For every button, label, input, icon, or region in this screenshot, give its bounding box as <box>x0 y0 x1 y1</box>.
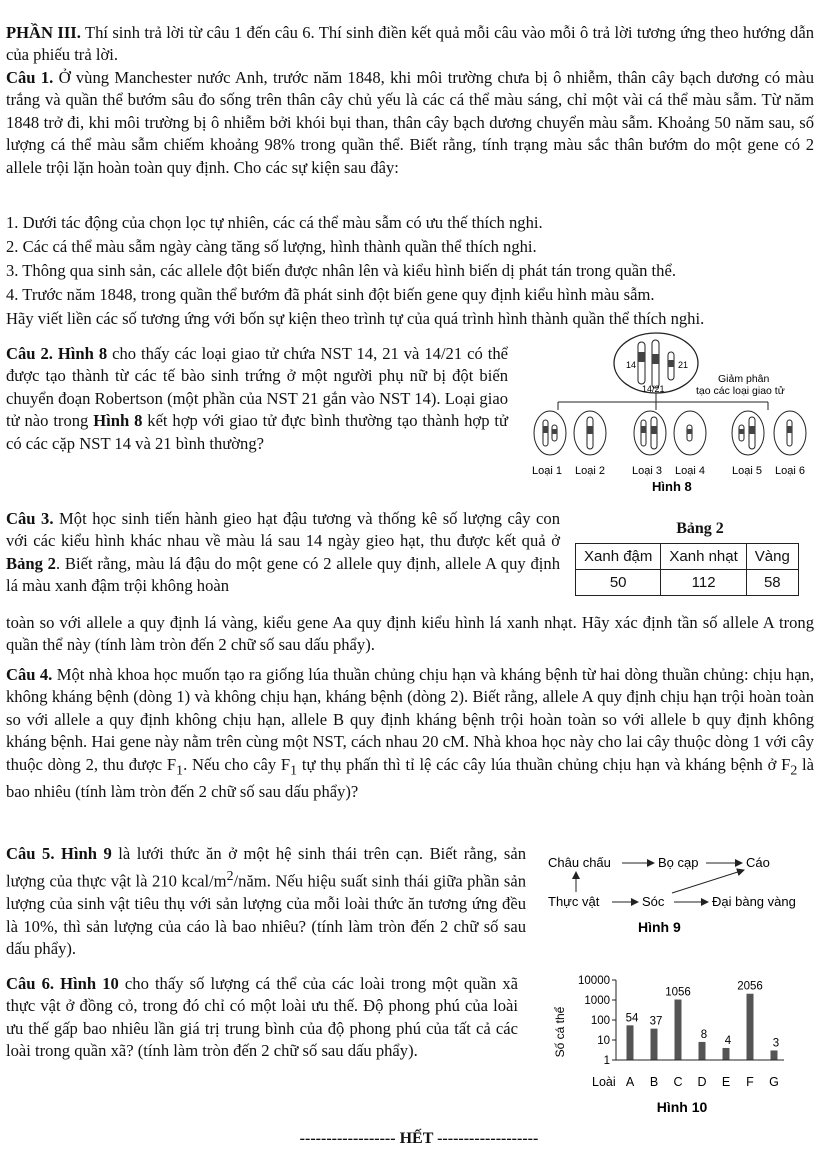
figure-10-chart <box>548 970 818 1120</box>
figure-9-title: Hình 9 <box>638 919 681 935</box>
chromosome-21-band <box>668 360 674 367</box>
x-axis-label: Loài <box>592 1075 616 1089</box>
question-3-label: Câu 3. <box>6 509 54 528</box>
question-4-label: Câu 4. <box>6 665 53 684</box>
table-header-cell: Vàng <box>746 544 798 570</box>
y-tick-label: 1 <box>603 1055 610 1067</box>
meiosis-label-2: tạo các loại giao tử <box>696 385 785 397</box>
table-row <box>576 570 799 596</box>
chromosome-14 <box>638 342 645 384</box>
question-2-text-b: kết hợp với giao tử đực bình thường tạo thành hợp tử có các cặp NST 14 và 21 bình thường? <box>6 411 508 453</box>
question-1-label: Câu 1. <box>6 68 54 87</box>
figure-10-title: Hình 10 <box>656 1099 708 1115</box>
bar-E <box>723 1048 730 1060</box>
bar-value-label: 2056 <box>737 980 763 993</box>
figure-8 <box>528 330 818 500</box>
node-soc: Sóc <box>642 894 665 909</box>
meiosis-label: Giảm phân <box>718 373 770 385</box>
question-2-fig-ref-2: Hình 8 <box>93 411 143 431</box>
figure-9 <box>540 848 820 938</box>
bar-C <box>675 1000 682 1060</box>
table-cell: 50 <box>576 570 661 596</box>
question-1-ask: Hãy viết liền các số tương ứng với bốn sự kiện theo trình tự của quá trình hình thành quần thể thích nghi. <box>6 309 705 328</box>
type-label-2: Loại 2 <box>575 465 605 477</box>
bar-G <box>771 1050 778 1060</box>
type-label-1: Loại 1 <box>532 465 562 477</box>
bar-value-label: 4 <box>724 1034 732 1047</box>
question-4-text-a: Một nhà khoa học muốn tạo ra giống lúa thuần chủng chịu hạn và kháng bệnh từ hai dòng thuần chủng: chịu hạn, không kháng bệnh (dòng 1) và không chịu hạn, kháng bệnh (dòng 2). Biết rằng, allele A quy định chịu hạn trội hoàn toàn so với allele a quy định không chịu hạn, allele B quy định kháng bệnh trội hoàn toàn so với allele b quy định không kháng bệnh. Hai gene này nằm trên cùng một NST, cách nhau 20 cM. Nhà khoa học này cho lai cây thuộc dòng 1 với cây thuộc dòng 2, thu được F <box>6 665 815 774</box>
gamete-type-2 <box>574 411 606 455</box>
question-6-text: cho thấy số lượng cá thể của các loài trong một quần xã thực vật ở đồng cỏ, trong đó chỉ có một loài ưu thế. Độ phong phú của loài ưu thế gấp bao nhiêu lần giá trị trung bình của độ phong phú của tất cả các loài trong quần xã? (tính làm tròn đến 2 chữ số sau dấu phẩy). <box>6 974 519 1061</box>
part-heading: PHẦN III. <box>6 23 81 42</box>
gamete-type-4 <box>674 411 706 455</box>
gamete-type-3 <box>634 411 666 455</box>
question-3-text-a: Một học sinh tiến hành gieo hạt đậu tương và thống kê số lượng cây con với các kiểu hình khác nhau về màu lá sau 14 ngày gieo hạt, thu được kết quả ở <box>6 509 560 551</box>
question-4-text-b: . Nếu cho cây F <box>183 754 291 774</box>
table-2-title: Bảng 2 <box>676 520 724 537</box>
question-2 <box>6 343 508 455</box>
question-4-text-c: tự thụ phấn thì tỉ lệ các cây lúa thuần chủng chịu hạn và kháng bệnh ở F <box>297 754 791 774</box>
x-tick-label: F <box>746 1075 754 1089</box>
label-14: 14 <box>626 360 637 370</box>
question-1-event-2: 2. Các cá thể màu sẫm ngày càng tăng số lượng, hình thành quần thể thích nghi. <box>6 237 537 256</box>
question-5 <box>6 843 526 961</box>
question-3-text-b: . Biết rằng, màu lá đậu do một gene có 2 allele quy định, allele A quy định lá màu xanh đậm trội không hoàn <box>6 553 560 596</box>
bar-value-label: 8 <box>700 1028 708 1041</box>
node-dai-bang: Đại bàng vàng <box>712 894 796 909</box>
part-intro-text: Thí sinh trả lời từ câu 1 đến câu 6. Thí sinh điền kết quả mỗi câu vào mỗi ô trả lời tương ứng theo hướng dẫn của phiếu trả lời. <box>6 23 814 65</box>
superscript-2: 2 <box>226 868 234 884</box>
table-2 <box>575 543 799 596</box>
table-header-cell: Xanh đậm <box>576 544 661 570</box>
bar-value-label: 3 <box>772 1037 780 1050</box>
question-1-event-3: 3. Thông qua sinh sản, các allele đột biến được nhân lên và kiểu hình biến dị phát tán trong quần thể. <box>6 261 676 280</box>
x-tick-label: D <box>697 1075 707 1089</box>
node-bo-cap: Bọ cạp <box>658 855 699 870</box>
type-label-6: Loại 6 <box>775 465 805 477</box>
part-intro <box>6 22 814 67</box>
question-4 <box>6 664 814 804</box>
node-chau-chau: Châu chấu <box>548 855 611 870</box>
question-5-label: Câu 5. <box>6 844 55 863</box>
y-tick-label: 100 <box>590 1015 610 1027</box>
question-1-event-1: 1. Dưới tác động của chọn lọc tự nhiên, các cá thể màu sẫm có ưu thế thích nghi. <box>6 213 543 232</box>
question-5-text-a: là lưới thức ăn ở một hệ sinh thái trên cạn. Biết rằng, sản lượng của thực vật là 210 kcal/m <box>6 844 526 891</box>
question-6 <box>6 973 518 1063</box>
question-6-label: Câu 6. <box>6 974 55 993</box>
subscript-3: 2 <box>790 761 798 777</box>
figure-8-title: Hình 8 <box>652 479 692 494</box>
gamete-type-6 <box>774 411 806 455</box>
bar-D <box>699 1042 706 1060</box>
y-axis-label: Số cá thể <box>553 1006 567 1058</box>
type-label-5: Loại 5 <box>732 465 762 477</box>
x-tick-label: C <box>673 1075 683 1089</box>
table-header-cell: Xanh nhạt <box>661 544 746 570</box>
type-label-4: Loại 4 <box>675 465 705 477</box>
bar-value-label: 54 <box>625 1012 639 1025</box>
bar-value-label: 1056 <box>665 986 691 999</box>
subscript-2: 1 <box>290 761 298 777</box>
question-6-fig-ref: Hình 10 <box>60 974 119 993</box>
x-tick-label: E <box>721 1075 731 1089</box>
x-tick-label: B <box>649 1075 659 1089</box>
type-label-3: Loại 3 <box>632 465 662 477</box>
bar-A <box>627 1025 634 1060</box>
table-cell: 112 <box>661 570 746 596</box>
y-tick-label: 1000 <box>584 995 610 1007</box>
question-2-fig-ref: Hình 8 <box>57 344 108 363</box>
chromosome-14-21-band <box>652 354 659 364</box>
subscript-1: 1 <box>176 761 184 777</box>
table-cell: 58 <box>746 570 798 596</box>
bar-value-label: 37 <box>649 1015 663 1028</box>
y-tick-label: 10 <box>597 1035 610 1047</box>
node-thuc-vat: Thực vật <box>548 894 600 909</box>
node-cao: Cáo <box>746 855 770 870</box>
question-3-continued: toàn so với allele a quy định lá vàng, kiểu gene Aa quy định kiểu hình lá xanh nhạt. Hãy xác định tần số allele A trong quần thể này (tính làm tròn đến 2 chữ số sau dấu phẩy). <box>6 613 814 655</box>
gamete-type-1 <box>534 411 566 455</box>
question-2-text-a: cho thấy các loại giao tử chứa NST 14, 21 và 14/21 có thể được tạo thành từ các tế bào sinh trứng ở một người phụ nữ bị đột biến chuyển đoạn Robertson (một phần của NST 21 gắn vào NST 14). Loại giao tử nào trong <box>6 344 509 431</box>
question-3-a <box>6 508 560 598</box>
question-3-table-ref: Bảng 2 <box>6 553 56 573</box>
label-21: 21 <box>678 360 689 370</box>
question-4-text-d: là bao nhiêu (tính làm tròn đến 2 chữ số sau dấu phẩy)? <box>6 754 815 802</box>
question-5-fig-ref: Hình 9 <box>60 844 112 863</box>
x-tick-label: G <box>769 1075 779 1089</box>
bar-F <box>747 994 754 1060</box>
question-1-event-4: 4. Trước năm 1848, trong quần thể bướm đã phát sinh đột biến gene quy định kiểu hình màu sẫm. <box>6 285 655 304</box>
table-row <box>576 544 799 570</box>
x-tick-label: A <box>625 1075 635 1089</box>
question-1-text: Ở vùng Manchester nước Anh, trước năm 1848, khi môi trường chưa bị ô nhiễm, thân cây bạch dương có màu trắng và quần thể bướm sâu đo sống trên thân cây chủ yếu là các cá thể màu sáng, chỉ một vài cá thể màu sẫm. Từ năm 1848 trở đi, khi môi trường bị ô nhiễm bởi khói bụi than, thân cây bạch dương chuyển màu sẫm. Khoảng 50 năm sau, số lượng cá thể màu sẫm chiếm khoảng 98% trong quần thể. Biết rằng, tính trạng màu sắc thân bướm do một gene có 2 allele trội lặn hoàn toàn quy định. Cho các sự kiện sau đây: <box>6 68 814 177</box>
chromosome-14-band <box>638 352 645 362</box>
arrow-soc-cao <box>672 870 744 893</box>
question-5-text-b: /năm. Nếu hiệu suất sinh thái giữa phần sản lượng của sinh vật tiêu thụ với sản lượng của mỗi loài thức ăn tương ứng đều là 10%, thì sản lượng của cáo là bao nhiêu? (tính làm tròn đến 2 chữ số sau dấu phẩy). <box>6 871 527 959</box>
bar-B <box>651 1029 658 1060</box>
y-tick-label: 10000 <box>578 975 610 987</box>
gamete-type-5 <box>732 411 764 455</box>
question-2-label: Câu 2. <box>6 344 53 363</box>
question-1 <box>6 67 814 179</box>
footer-end: ------------------ HẾT ------------------- <box>299 1130 539 1147</box>
label-14-21: 14/21 <box>642 384 665 394</box>
